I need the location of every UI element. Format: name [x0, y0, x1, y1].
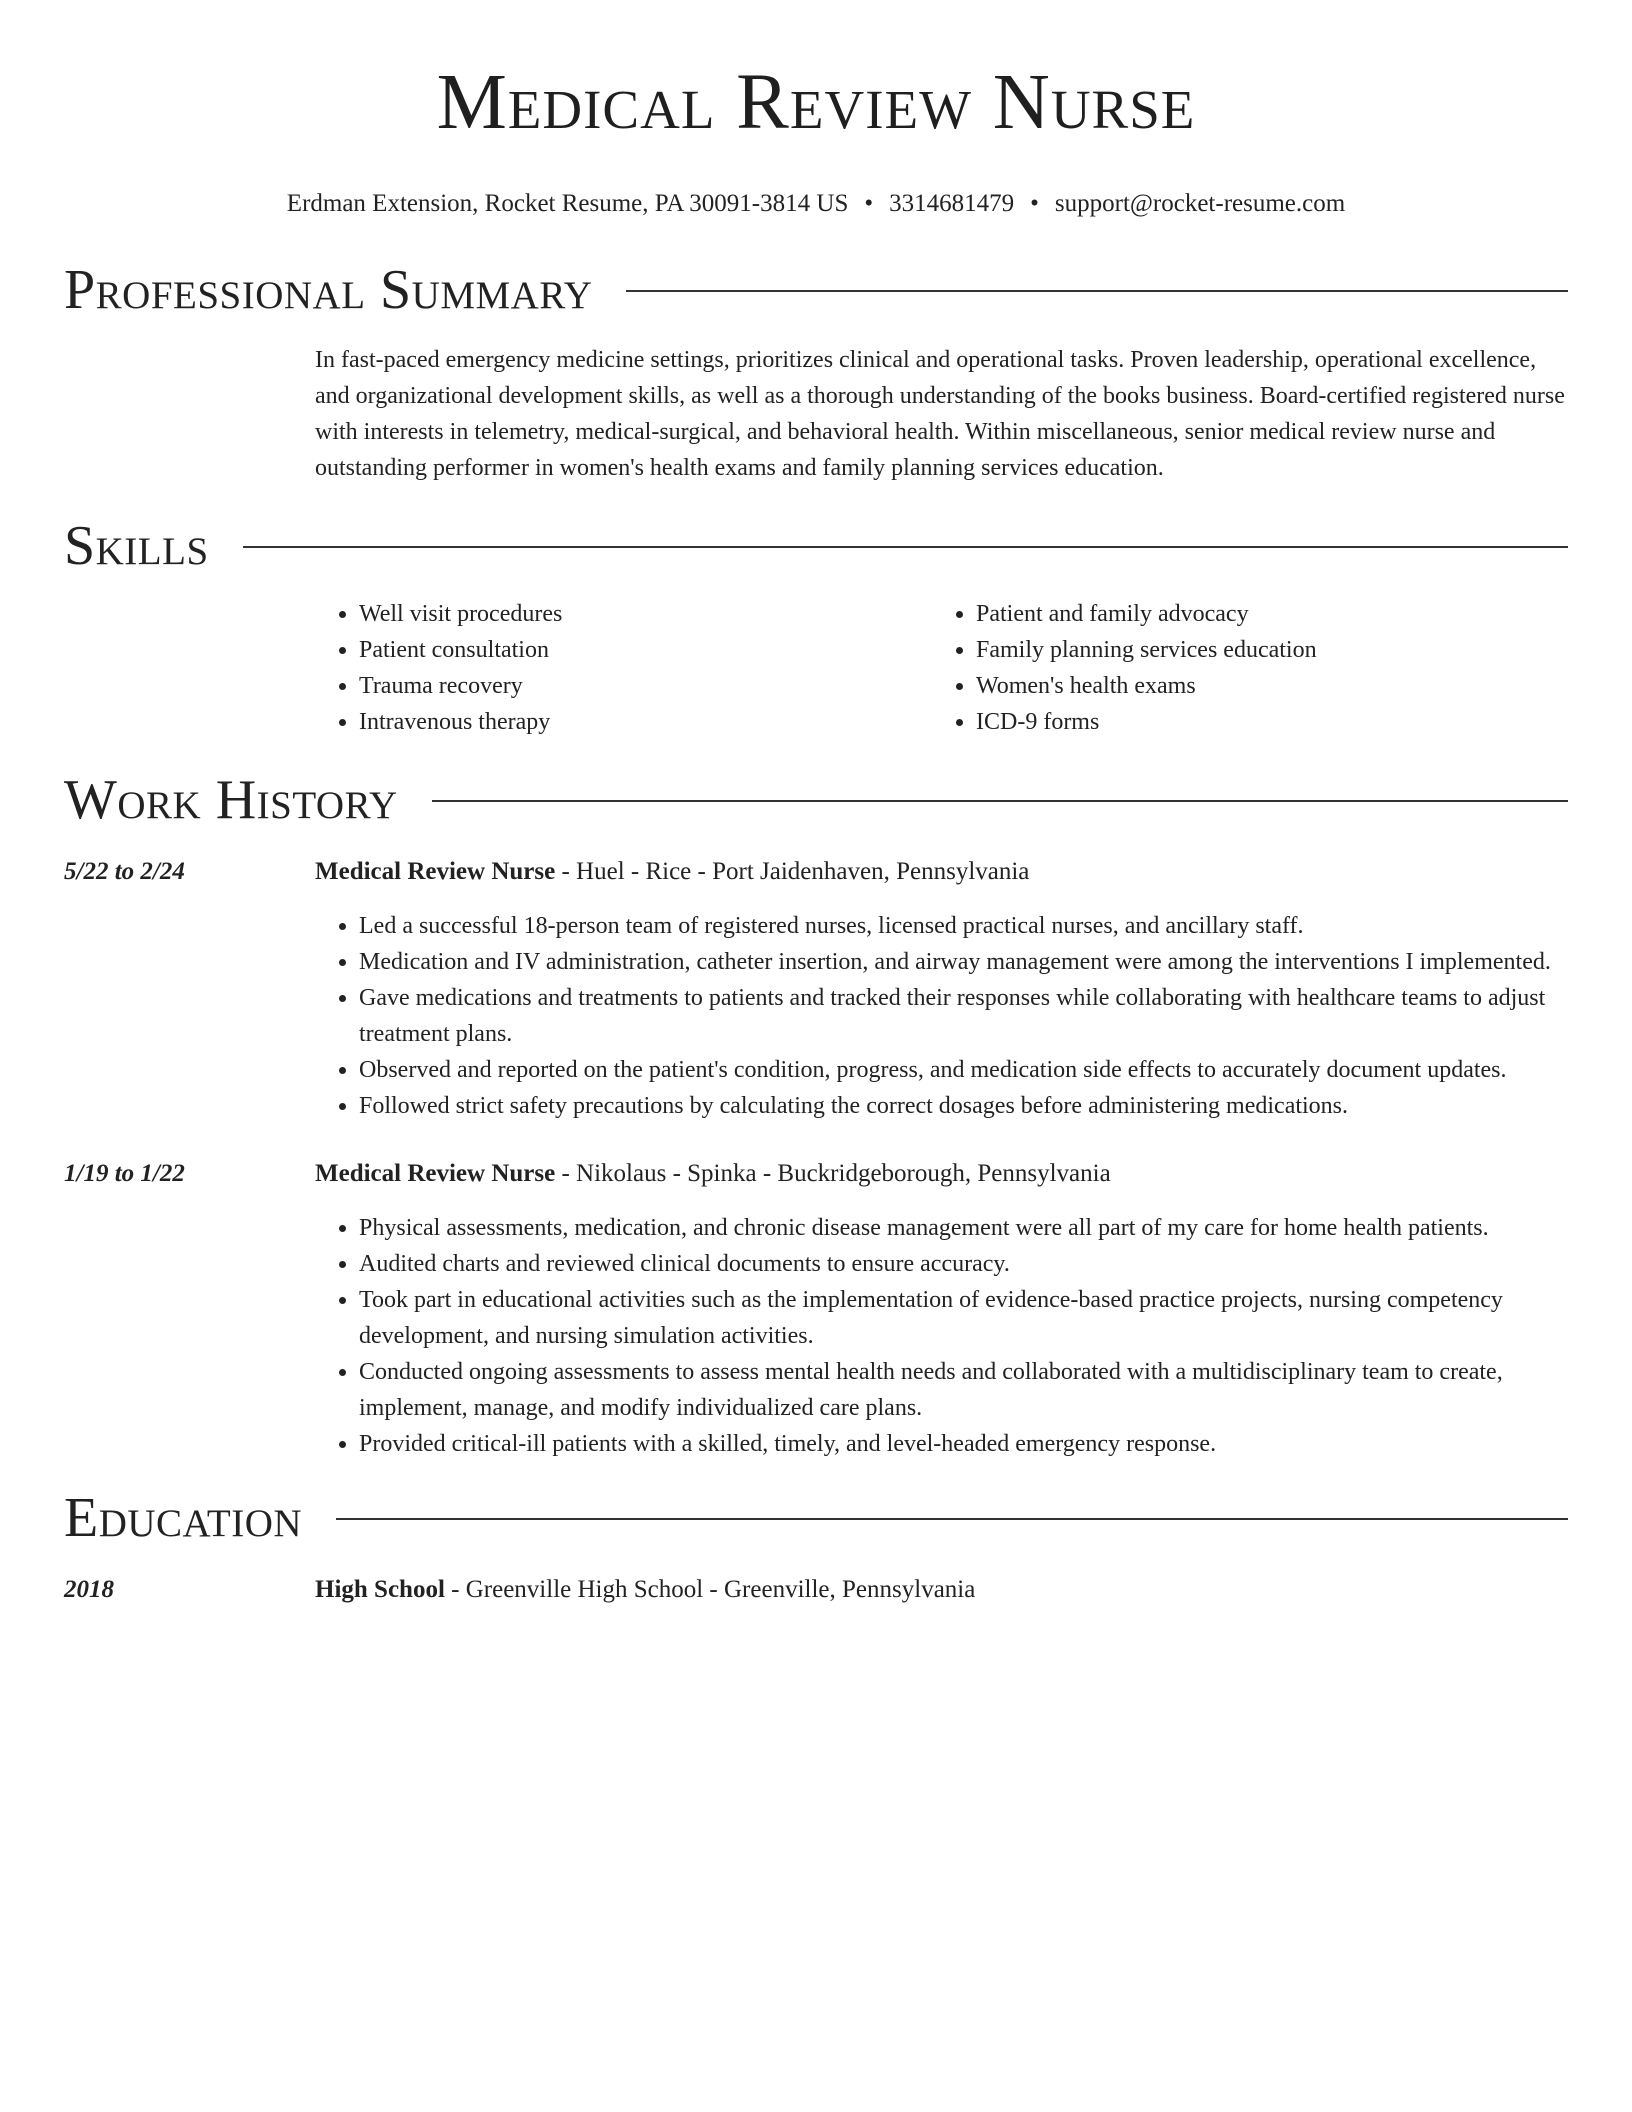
job-employer: - Nikolaus - Spinka - Buckridgeborough, Pennsylvania	[555, 1160, 1111, 1187]
job-bullet: • Observed and reported on the patient's condition, progress, and medication side effects to accurately document updates.	[359, 1052, 1568, 1088]
summary-heading: Professional Summary	[64, 259, 593, 321]
job-employer: - Huel - Rice - Port Jaidenhaven, Pennsylvania	[555, 858, 1030, 885]
job-bullet: • Provided critical-ill patients with a skilled, timely, and level-headed emergency response.	[359, 1426, 1568, 1462]
job-bullet: • Medication and IV administration, catheter insertion, and airway management were among the interventions I implemented.	[359, 944, 1568, 980]
job-dates: 1/19 to 1/22	[64, 1160, 185, 1187]
job-bullet: • Led a successful 18-person team of registered nurses, licensed practical nurses, and ancillary staff.	[359, 908, 1568, 944]
contact-address: Erdman Extension, Rocket Resume, PA 30091-3814 US	[286, 190, 849, 217]
education-entry	[64, 1574, 1568, 1606]
education-degree: High School	[315, 1576, 445, 1603]
job-dates: 5/22 to 2/24	[64, 858, 185, 885]
contact-phone: 3314681479	[889, 190, 1015, 217]
skill-item: • Family planning services education	[976, 632, 1549, 668]
summary-section-header	[64, 258, 1568, 322]
skills-section-header	[64, 514, 1568, 578]
job-entry	[64, 1158, 1568, 1462]
education-year: 2018	[64, 1576, 114, 1603]
job-headline	[315, 1158, 1568, 1190]
skill-item: • Patient and family advocacy	[976, 596, 1549, 632]
job-bullet: • Physical assessments, medication, and chronic disease management were all part of my care for home health patients.	[359, 1210, 1568, 1246]
skill-item: • Patient consultation	[359, 632, 932, 668]
job-bullet: • Conducted ongoing assessments to assess mental health needs and collaborated with a multidisciplinary team to create, implement, manage, and modify individualized care plans.	[359, 1354, 1568, 1426]
job-bullet: • Audited charts and reviewed clinical documents to ensure accuracy.	[359, 1246, 1568, 1282]
contact-separator: •	[864, 190, 874, 217]
skill-item: • Women's health exams	[976, 668, 1549, 704]
section-divider	[626, 290, 1568, 292]
job-bullet: • Gave medications and treatments to patients and tracked their responses while collaborating with healthcare teams to adjust treatment plans.	[359, 980, 1568, 1052]
job-title: Medical Review Nurse	[315, 1160, 556, 1187]
section-divider	[243, 546, 1568, 548]
resume-name: Medical Review Nurse	[436, 59, 1196, 146]
section-divider	[336, 1518, 1568, 1520]
education-headline	[315, 1574, 1568, 1606]
section-divider	[432, 800, 1568, 802]
work-section-header	[64, 768, 1568, 832]
summary-text: In fast-paced emergency medicine settings, prioritizes clinical and operational tasks. Proven leadership, operational excellence, and organizational development skills, as well as a thorough understanding of the books business. Board-certified registered nurse with interests in telemetry, medical-surgical, and behavioral health. Within miscellaneous, senior medical review nurse and outstanding performer in women's health exams and family planning services education.	[315, 347, 1565, 481]
contact-separator: •	[1030, 190, 1039, 217]
skill-item: • Well visit procedures	[359, 596, 932, 632]
education-heading: Education	[64, 1487, 303, 1549]
skill-item: • Trauma recovery	[359, 668, 932, 704]
education-section-header	[64, 1486, 1568, 1550]
education-school: - Greenville High School - Greenville, Pennsylvania	[444, 1576, 976, 1603]
work-heading: Work History	[64, 769, 398, 831]
skill-item: • Intravenous therapy	[359, 704, 932, 740]
job-title: Medical Review Nurse	[315, 858, 556, 885]
job-bullets	[315, 1210, 1568, 1462]
job-bullets	[315, 908, 1568, 1124]
skills-column-right	[932, 596, 1549, 740]
skills-heading: Skills	[64, 515, 209, 577]
job-entry	[64, 856, 1568, 1124]
job-bullet: • Followed strict safety precautions by calculating the correct dosages before administering medications.	[359, 1088, 1568, 1124]
skills-column-left	[315, 596, 932, 740]
contact-email: support@rocket-resume.com	[1054, 190, 1346, 217]
job-bullet: • Took part in educational activities such as the implementation of evidence-based practice projects, nursing competency development, and nursing simulation activities.	[359, 1282, 1568, 1354]
job-headline	[315, 856, 1568, 888]
skill-item: • ICD-9 forms	[976, 704, 1549, 740]
contact-line	[64, 188, 1568, 220]
skills-list	[315, 596, 1568, 740]
